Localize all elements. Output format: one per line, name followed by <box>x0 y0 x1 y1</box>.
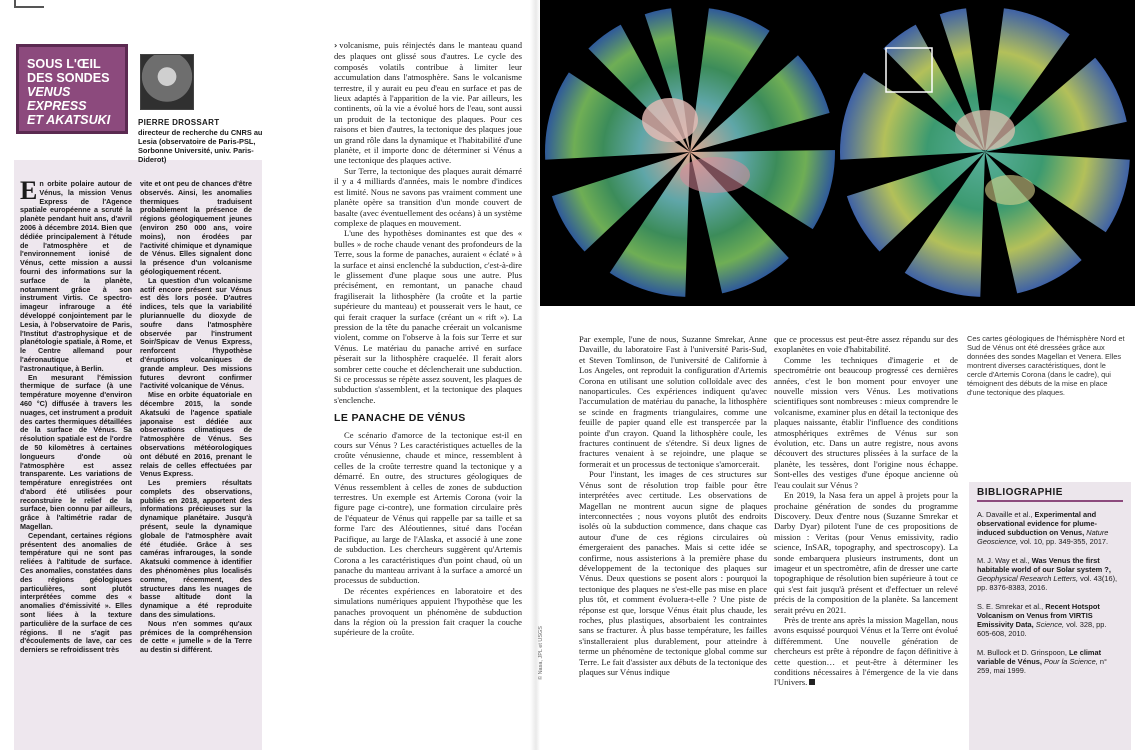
end-mark-icon <box>809 679 815 685</box>
article-paragraph: › volcanisme, puis réinjectés dans le manteau quand des plaques ont glissé sous d'autres. Le cycle des composés volatils contribue à limiter leur accumulation dans l'atmosphère. Sans le volcanisme terrestre, il y aurait eu peu d'eau en surface et pas de lieux adaptés à l'apparition de la vie. Par ailleurs, les continents, où la vie a évolué hors de l'eau, sont aussi un produit de la tectonique des plaques. Pour ces raisons et bien d'autres, la tectonique des plaques joue un grand rôle dans la dynamique et l'habitabilité d'une planète, et il importe donc de déterminer si Vénus a une tectonique des plaques active. <box>334 40 522 166</box>
section-heading: LE PANACHE DE VÉNUS <box>334 412 466 425</box>
sidebar-paragraph: Les premiers résultats complets des observations, publiés en 2018, apportent des informations précieuses sur la dynamique planétaire. Jusqu'à présent, seule la dynamique globale de l'atmosphère avait été étudiée. Grâce à ses caméras infrarouges, la sonde Akatsuki commence à identifier des phénomènes plus localisés comme, récemment, des structures dans les nuages de basse altitude dont la dynamique a été reproduite dans des simulations. <box>140 478 252 620</box>
article-paragraph: Près de trente ans après la mission Magellan, nous avons esquissé pourquoi Vénus et la Terre ont évolué différemment. Une nouvelle génération de chercheurs est prête à répondre de façon définitive à cette question… et peut-être à déterminer les conditions nécessaires à l'émergence de la vie dans l'Univers. <box>774 614 958 688</box>
sidebar-paragraph: vite et ont peu de chances d'être observés. Ainsi, les anomalies thermiques traduisent probablement la présence de régions géologiquement jeunes (environ 250 000 ans, voire moins), non érodées par l'activité chimique et dynamique de Vénus. Elles signalent donc la présence d'un volcanisme géologiquement récent. <box>140 179 252 276</box>
figure-caption: Ces cartes géologiques de l'hémisphère Nord et Sud de Vénus ont été dressées grâce aux données des sondes Magellan et Venera. Elles montrent diverses caractéristiques, dont le cercle d'Artemis Corona (dans le cadre), qui témoignent des débuts de la mise en place d'une tectonique des plaques. <box>967 334 1125 397</box>
title-line: SOUS L'ŒIL <box>27 57 101 71</box>
article-column-1 <box>334 40 522 638</box>
sidebar-paragraph: Cependant, certaines régions présentent des anomalies de température qui ne sont pas reliées à l'altitude de surface. Ces anomalies, constatées dans des régions géologiques particulières, sont plutôt interprétées comme des « anomalies d'émissivité ». Elles sont liées à la texture particulière de la surface de ces régions. Il ne s'agit pas d'écoulements de lave, car ces derniers se refroidissent très <box>20 530 132 655</box>
author-description: directeur de recherche du CNRS au Lesia (observatoire de Paris-PSL, Sorbonne Université, univ. Paris-Diderot) <box>138 128 263 164</box>
bibliography-entry: M. Bullock et D. Grinspoon, Le climat variable de Vénus, Pour la Science, n° 259, mai 1999. <box>977 648 1107 675</box>
northern-hemisphere-map <box>540 0 840 306</box>
article-column-3 <box>774 334 958 688</box>
author-name: PIERRE DROSSART <box>138 118 220 127</box>
sidebar-paragraph: Mise en orbite équatoriale en décembre 2015, la sonde Akatsuki de l'agence spatiale japonaise est dédiée aux observations climatiques de l'atmosphère de Vénus. Ses observations météorologiques ont débuté en 2016, prenant le relais de celles effectuées par Venus Express. <box>140 390 252 479</box>
article-paragraph: Ce scénario d'amorce de la tectonique est-il en cours sur Vénus ? Les caractéristiques actuelles de la croûte vénusienne, chaude et mince, ressemblent à celles de la croûte terrestre quand la tectonique y a démarré. En outre, des structures géologiques de Vénus ressemblent à celles de zones de subduction terrestres. Un exemple est Artemis Corona (voir la figure page ci-contre), une formation circulaire près de l'équateur de Vénus qui rappelle par sa taille et sa forme l'arc des Aléoutiennes, situé dans l'océan Pacifique, au large de l'Alaska, et associé à une zone de subduction. Les chercheurs suggèrent qu'Artemis Corona a les caractéristiques d'un point chaud, où un panache du manteau arrivant à la surface a amorcé un processus de subduction. <box>334 429 522 586</box>
article-paragraph: De récentes expériences en laboratoire et des simulations numériques appuient l'hypothèse que les panaches provoquent un phénomène de subduction dans la région où la pression fait craquer la couche supérieure de la croûte. <box>334 585 522 638</box>
author-photo <box>140 54 194 110</box>
image-credit: © Nasa, JPL et USGS <box>538 626 544 680</box>
sidebar-column-2 <box>140 180 252 655</box>
bibliography-entry: M. J. Way et al., Was Venus the first habitable world of our Solar system ?, Geophysical Research Letters, vol. 43(16), pp. 8376-8383, 2016. <box>977 556 1118 592</box>
venus-geologic-maps <box>540 0 1135 306</box>
article-paragraph: Par exemple, l'une de nous, Suzanne Smrekar, Anne Davaille, du laboratoire Fast à l'université Paris-Sud, et Steven Tomlinson, de l'université de Californie à Los Angeles, ont reproduit la configuration d'Artemis Corona en utilisant une solution colloïdale avec des nanoparticules. Ces expériences indiquent qu'avec l'accumulation de matériau du panache, la lithosphère se scinde en fragments triangulaires, comme une feuille de papier quand elle est transpercée par la pointe d'un crayon. Quand la lithosphère coule, les fractures continuent de s'étendre. Si deux lignes de fractures venaient à se rejoindre, une plaque se formerait et un processus de tectonique s'amorcerait. <box>579 334 767 469</box>
article-paragraph: L'une des hypothèses dominantes est que des « bulles » de roche chaude venant des profondeurs de la Terre, sous la forme de panaches, auraient « éclaté » à la surface et ainsi enclenché la subduction, c'est-à-dire le glissement d'une plaque sous une autre. Plus précisément, en remontant, un panache chaud fragiliserait la lithosphère (la croûte et la partie supérieure du manteau) et pousserait vers le haut, ce qui ferait craquer la surface (créant un « rift »). La pression de la tête du panache créerait un volcanisme violent, comme on l'observe à la fois sur Terre et sur Vénus. Le matériau du panache arrivé en surface pèserait sur la lithosphère craquelée. Il ferait alors sombrer cette couche et déclencherait une subduction. Si ce processus se répète assez souvent, les plaques de subduction s'assemblent, et la tectonique des plaques s'enclenche. <box>334 228 522 405</box>
article-paragraph: Sur Terre, la tectonique des plaques aurait démarré il y a 4 milliards d'années, mais le nombre d'indices est limité. Nous ne savons pas vraiment comment une planète opère sa transition d'un monde couvert de basalte (avec éventuellement des océans) à un système complexe de plaques en mouvement. <box>334 165 522 228</box>
article-paragraph: Comme les techniques d'imagerie et de spectrométrie ont beaucoup progressé ces dernières années, c'est le bon moment pour envoyer une nouvelle mission vers Vénus. Les motivations scientifiques sont nombreuses : mieux comprendre le volcanisme, examiner plus en détail la tectonique des plaques naissante, établir l'influence des conditions atmosphériques extrêmes de Vénus sur son évolution, etc. Dans un autre registre, nous avons découvert des structures plissées à la surface de la planète, les tessères, dont l'origine nous échappe. Sont-elles des vestiges d'une époque ancienne où l'eau coulait sur Vénus ? <box>774 354 958 490</box>
bibliography-entry: A. Davaille et al., Experimental and observational evidence for plume-induced subduction on Venus, Nature Geoscience, vol. 10, pp. 349-355, 2017. <box>977 510 1109 546</box>
drop-cap: E <box>20 176 38 205</box>
sidebar-column-1 <box>20 176 132 655</box>
sidebar-paragraph: En orbite polaire autour de Vénus, la mission Venus Express de l'Agence spatiale européenne a scruté la planète pendant huit ans, d'avril 2006 à décembre 2014. Bien que dédiée principalement à l'étude de l'atmosphère et de l'environnement ionisé de Vénus, cette mission a aussi fourni des informations sur la surface de la planète, notamment grâce à son instrument Virtis. Ce spectro-imageur infrarouge a été développé conjointement par le Lesia, à l'observatoire de Paris, l'Institut d'astrophysique et de planétologie spatiale, à Rome, et le Centre allemand pour l'aéronautique et l'astronautique, à Berlin. <box>20 176 132 373</box>
bibliography-box <box>969 482 1131 750</box>
article-column-2 <box>579 334 767 677</box>
sidebar-paragraph: Nous n'en sommes qu'aux prémices de la compréhension de cette « jumelle » de la Terre au destin si différent. <box>140 618 252 655</box>
title-line: ET AKATSUKI <box>27 113 111 127</box>
article-paragraph: Pour l'instant, les images de ces structures sur Vénus sont de résolution trop faible pour être interprétées avec certitude. Les observations de Magellan ne montrent aucun signe de plaques interconnectées ; nous voyons plutôt des endroits isolés où la subduction commence, dans chaque cas autour d'une de ces régions circulaires où émergeraient des panaches. Mais si cette idée se confirme, nous assisterions à la première phase du développement de la tectonique des plaques sur Vénus. Deux questions se posent alors : pourquoi la tectonique des plaques ne s'est-elle pas mise en place plus tôt, et comment évoluera-t-elle ? Une piste de réponse est que, lorsque Vénus était plus chaude, les roches, plus plastiques, absorbaient les contraintes sans se fracturer. À plus basse température, les failles s'installeraient plus durablement, pour atteindre à terme un phénomène de tectonique global comme sur Terre. Le fait d'assister aux débuts de la tectonique des plaques sur Vénus indique <box>579 469 767 677</box>
sidebar-paragraph: En mesurant l'émission thermique de surface (à une température moyenne d'environ 460 °C) diffusée à travers les nuages, cet instrument a produit des cartes thermiques détaillées de la surface de Vénus. Sa résolution spatiale est de l'ordre de 50 kilomètres à certaines longueurs d'onde où l'atmosphère est assez transparente. Les variations de température enregistrées ont d'abord été utilisées pour reconstruire le relief de la surface, bien connu par ailleurs, grâce à l'altimétrie radar de Magellan. <box>20 372 132 532</box>
article-paragraph: En 2019, la Nasa fera un appel à projets pour la prochaine génération de sondes du programme Discovery. Deux d'entre nous (Suzanne Smrekar et Darby Dyar) pilotent l'une de ces propositions de mission : Veritas (pour Venus emissivity, radio science, InSAR, topography, and spectroscopy). La sonde embarquera plusieurs instruments, dont un imageur et un spectromètre, afin de dresser une carte topographique de résolution bien supérieure à tout ce qui s'est fait jusqu'à présent et d'effectuer un relevé précis de la composition de la planète. Sa lancement serait prévu en 2021. <box>774 490 958 615</box>
title-line: VENUS EXPRESS <box>27 85 87 113</box>
bibliography-entry: S. E. Smrekar et al., Recent Hotspot Volcanism on Venus from VIRTIS Emissivity Data, Science, vol. 328, pp. 605-608, 2010. <box>977 602 1107 638</box>
bibliography-heading: BIBLIOGRAPHIE <box>977 488 1123 502</box>
sidebar-paragraph: La question d'un volcanisme actif encore présent sur Vénus est dès lors posée. D'autres indices, tels que la variabilité pluriannuelle du dioxyde de soufre dans l'atmosphère observée par l'instrument Soir/Spicav de Venus Express, renforcent l'hypothèse d'éruptions volcaniques de grande ampleur. Des missions futures devront confirmer l'activité volcanique de Vénus. <box>140 275 252 391</box>
title-line: DES SONDES <box>27 71 110 85</box>
sidebar-title <box>16 44 128 134</box>
southern-hemisphere-map <box>835 0 1135 306</box>
corner-mark <box>14 0 44 8</box>
continuation-arrow-icon: › <box>334 41 338 50</box>
article-paragraph: que ce processus est peut-être assez répandu sur des exoplanètes en voie d'habitabilité. <box>774 334 958 355</box>
